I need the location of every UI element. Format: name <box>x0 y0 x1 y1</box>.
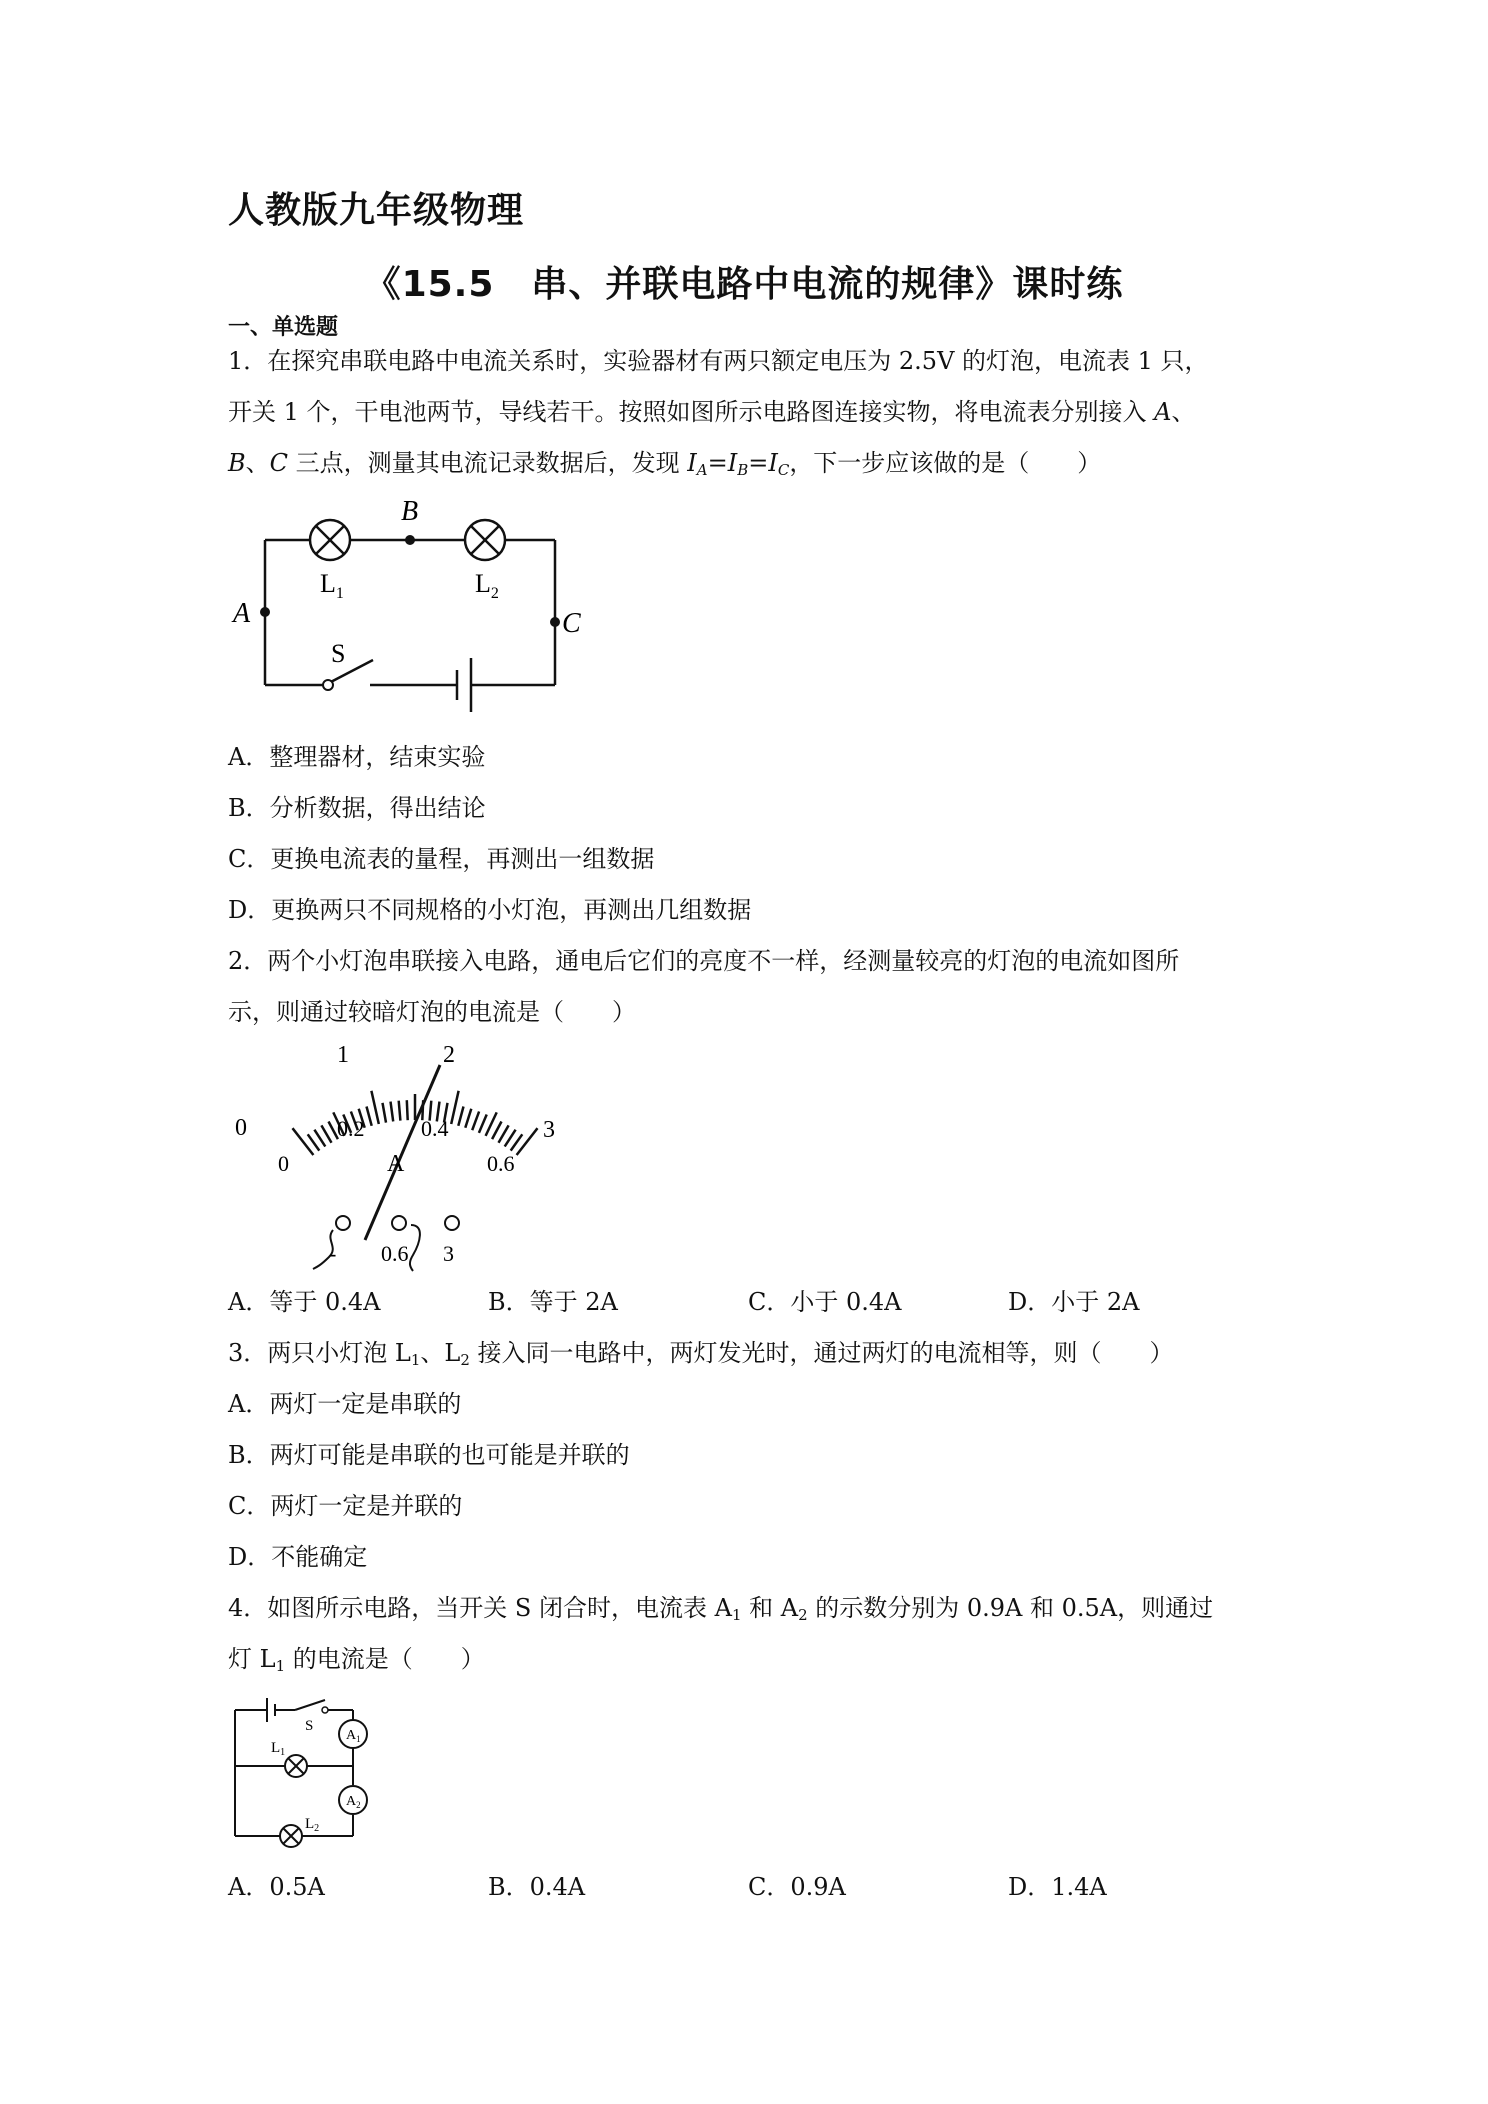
q1-text-line2: 开关 1 个，干电池两节，导线若干。按照如图所示电路图连接实物，将电流表分别接入 A、 <box>228 398 1196 426</box>
label-l1: $L_1$ <box>271 1740 286 1758</box>
q1-option-c: C．更换电流表的量程，再测出一组数据 <box>228 845 655 873</box>
dial-tick <box>458 1107 463 1126</box>
dial-tick <box>465 1109 471 1128</box>
q4-parallel-circuit-diagram <box>225 1690 405 1850</box>
lower-label-0: 0 <box>278 1151 289 1176</box>
q3-option-a: A．两灯一定是串联的 <box>228 1390 462 1418</box>
q4-option-a: A．0.5A <box>228 1873 325 1901</box>
dial-tick <box>499 1125 509 1142</box>
dial-tick <box>399 1101 401 1121</box>
section-heading: 一、单选题 <box>228 315 339 340</box>
q2-text-line2: 示，则通过较暗灯泡的电流是（ ） <box>228 998 636 1026</box>
q4-text-line1: 4．如图所示电路，当开关 S 闭合时，电流表 $A_1$ 和 $A_2$ 的示数分别为 0.9A 和 0.5A，则通过 <box>228 1594 1214 1624</box>
lamp-l2-icon <box>465 520 505 560</box>
upper-label-3: 3 <box>543 1117 555 1143</box>
q3-option-c: C．两灯一定是并联的 <box>228 1492 463 1520</box>
q1-option-b: B．分析数据，得出结论 <box>228 794 486 822</box>
q1-text-line3: B、C 三点，测量其电流记录数据后，发现 $I_A=I_B=I_C$，下一步应该做的是（ ） <box>228 449 1102 479</box>
q3-option-d: D．不能确定 <box>228 1543 368 1571</box>
meter-symbol: A <box>387 1151 405 1177</box>
node-a <box>260 607 270 617</box>
lower-label-3: 0.6 <box>487 1151 515 1176</box>
q3-text-line1: 3．两只小灯泡 $L_1$、$L_2$ 接入同一电路中，两灯发光时，通过两灯的电流相等，则（ ） <box>228 1339 1174 1369</box>
switch-pivot <box>323 680 333 690</box>
dial-tick <box>293 1128 314 1155</box>
q4-option-c: C．0.9A <box>748 1873 846 1901</box>
dial-tick <box>479 1115 487 1133</box>
q2-option-a: A．等于 0.4A <box>228 1288 381 1316</box>
wire-06 <box>410 1225 420 1271</box>
q2-option-b: B．等于 2A <box>488 1288 618 1316</box>
q4-text-line2: 灯 $L_1$ 的电流是（ ） <box>228 1645 485 1675</box>
upper-label-2: 2 <box>443 1042 455 1068</box>
terminal-06: 0.6 <box>381 1241 409 1266</box>
label-a1: $A_1$ <box>346 1728 361 1744</box>
q1-text-line1: 1．在探究串联电路中电流关系时，实验器材有两只额定电压为 2.5V 的灯泡，电流表 1 只， <box>228 347 1209 375</box>
q2-ammeter-dial <box>225 1035 585 1275</box>
dial-tick <box>407 1100 408 1120</box>
q1-series-circuit-diagram <box>225 490 605 720</box>
lower-label-1: 0.2 <box>337 1116 365 1141</box>
document-subtitle: 《15.5 串、并联电路中电流的规律》课时练 <box>364 264 1124 305</box>
label-l1: $L_1$ <box>320 569 344 602</box>
upper-label-0: 0 <box>235 1115 247 1141</box>
dial-tick <box>472 1112 479 1131</box>
label-a2: $A_2$ <box>346 1794 361 1810</box>
terminal-3: 3 <box>443 1241 454 1266</box>
dial-tick <box>367 1107 372 1126</box>
dial-tick <box>391 1102 394 1122</box>
node-b <box>405 535 415 545</box>
terminal-negative: - <box>329 1241 337 1266</box>
dial-tick <box>451 1091 458 1124</box>
node-c <box>550 617 560 627</box>
lower-label-2: 0.4 <box>421 1116 449 1141</box>
dial-tick <box>321 1125 331 1142</box>
label-l2: $L_2$ <box>475 569 499 602</box>
document-title: 人教版九年级物理 <box>228 190 525 231</box>
lamp-l1-icon <box>310 520 350 560</box>
q2-option-c: C．小于 0.4A <box>748 1288 902 1316</box>
dial-tick <box>371 1091 378 1124</box>
label-s: S <box>331 639 346 668</box>
label-a: A <box>233 598 251 629</box>
label-c: C <box>562 608 581 639</box>
q2-option-d: D．小于 2A <box>1008 1288 1140 1316</box>
label-l2: $L_2$ <box>305 1816 320 1834</box>
q1-option-d: D．更换两只不同规格的小灯泡，再测出几组数据 <box>228 896 752 924</box>
q3-option-b: B．两灯可能是串联的也可能是并联的 <box>228 1441 630 1469</box>
lamp-l1-icon <box>285 1755 307 1777</box>
q4-option-b: B．0.4A <box>488 1873 586 1901</box>
q1-option-a: A．整理器材，结束实验 <box>228 743 486 771</box>
q4-option-d: D．1.4A <box>1008 1873 1107 1901</box>
label-s: S <box>305 1718 314 1734</box>
dial-tick <box>492 1122 501 1140</box>
upper-label-1: 1 <box>337 1042 349 1068</box>
dial-tick <box>383 1103 387 1123</box>
label-b: B <box>401 496 419 527</box>
lamp-l2-icon <box>280 1825 302 1847</box>
dial-tick <box>517 1128 538 1155</box>
q2-text-line1: 2．两个小灯泡串联接入电路，通电后它们的亮度不一样，经测量较亮的灯泡的电流如图所 <box>228 947 1180 975</box>
